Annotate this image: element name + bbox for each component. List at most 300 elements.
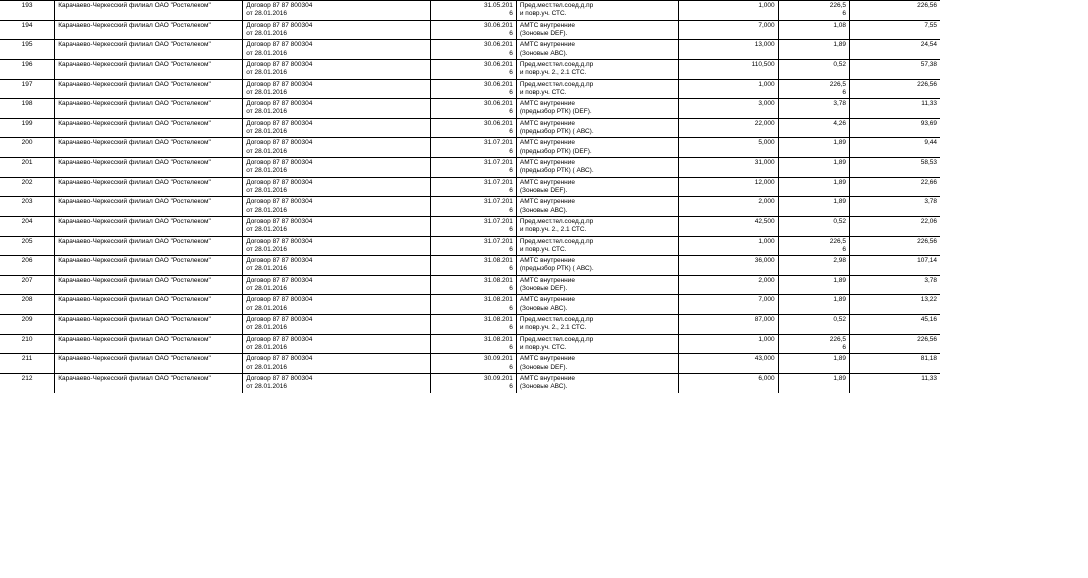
period-date — [431, 158, 517, 178]
contract-number-text: Договор 87 87 800304 — [246, 159, 313, 166]
unit-price-text: 1,89 — [833, 159, 847, 166]
amount-value — [850, 158, 940, 178]
unit-price-text: 226,5 — [829, 335, 847, 343]
period-date — [431, 59, 517, 79]
counterparty-name-text: Карачаево-Черкесский филиал ОАО "Ростелеком" — [58, 80, 211, 88]
quantity-value — [678, 1, 778, 21]
service-description — [516, 158, 678, 178]
amount-value — [850, 118, 940, 138]
unit-price-text: 0,52 — [833, 60, 847, 68]
service-description — [516, 236, 678, 256]
service-description — [516, 79, 678, 99]
counterparty-name — [55, 373, 243, 392]
quantity-text: 36,000 — [754, 257, 775, 265]
amount-value — [850, 256, 940, 276]
quantity-text: 1,000 — [758, 80, 775, 88]
unit-price-value — [778, 197, 849, 217]
counterparty-name — [55, 79, 243, 99]
table-row — [0, 138, 940, 158]
contract-reference — [243, 295, 431, 315]
table-row — [0, 275, 940, 295]
contract-number-text: Договор 87 87 800304 — [246, 237, 313, 245]
period-date-text-cont: 6 — [509, 245, 513, 253]
service-description-text: АМТС внутренние — [519, 100, 576, 108]
amount-value — [850, 216, 940, 236]
contract-date-text: от 28.01.2016 — [246, 383, 288, 391]
contract-number-text: Договор 87 87 800304 — [246, 41, 313, 49]
period-date-text: 31.07.201 — [483, 139, 513, 147]
contract-number-text: Договор 87 87 800304 — [246, 60, 313, 68]
amount-text: 45,16 — [920, 316, 937, 323]
contract-reference — [243, 216, 431, 236]
period-date — [431, 256, 517, 276]
unit-price-text: 1,89 — [833, 374, 847, 382]
period-date-text-cont: 6 — [509, 88, 513, 96]
period-date-text: 30.06.201 — [483, 21, 513, 29]
counterparty-name — [55, 138, 243, 158]
table-row — [0, 40, 940, 60]
contract-number-text: Договор 87 87 800304 — [246, 296, 313, 304]
service-description-text: АМТС внутренние — [519, 257, 576, 265]
row-number — [0, 40, 55, 60]
period-date-text: 31.07.201 — [483, 159, 513, 166]
unit-price-text: 1,89 — [833, 355, 847, 363]
counterparty-name — [55, 295, 243, 315]
period-date — [431, 295, 517, 315]
row-number — [0, 1, 55, 21]
amount-value — [850, 295, 940, 315]
unit-price-text: 1,89 — [833, 41, 847, 49]
contract-date-text: от 28.01.2016 — [246, 88, 288, 96]
unit-price-value — [778, 256, 849, 276]
period-date-text: 31.08.201 — [483, 257, 513, 265]
unit-price-text: 1,89 — [833, 178, 847, 186]
unit-price-text: 1,89 — [833, 198, 847, 206]
unit-price-value — [778, 20, 849, 40]
counterparty-name — [55, 256, 243, 276]
quantity-value — [678, 295, 778, 315]
service-description-text-cont: (Зоновые DEF). — [519, 29, 568, 37]
row-number — [0, 334, 55, 354]
counterparty-name-text: Карачаево-Черкесский филиал ОАО "Ростелеком" — [58, 139, 211, 147]
service-description-text-cont: и повр.уч. СТС. — [519, 343, 567, 351]
contract-number-text: Договор 87 87 800304 — [246, 316, 313, 323]
counterparty-name — [55, 197, 243, 217]
contract-number-text: Договор 87 87 800304 — [246, 2, 313, 9]
period-date-text-cont: 6 — [509, 69, 513, 77]
quantity-text: 1,000 — [758, 237, 775, 245]
unit-price-text: 1,08 — [833, 21, 847, 29]
contract-reference — [243, 118, 431, 138]
unit-price-value — [778, 354, 849, 374]
counterparty-name-text: Карачаево-Черкесский филиал ОАО "Ростелеком" — [58, 159, 211, 166]
counterparty-name — [55, 59, 243, 79]
amount-text: 93,69 — [920, 119, 937, 127]
period-date — [431, 315, 517, 335]
unit-price-text: 226,5 — [829, 2, 847, 9]
unit-price-value — [778, 236, 849, 256]
service-description — [516, 197, 678, 217]
service-description-text-cont: (Зоновые DEF). — [519, 186, 568, 194]
amount-value — [850, 275, 940, 295]
contract-number-text: Договор 87 87 800304 — [246, 198, 313, 206]
period-date — [431, 197, 517, 217]
service-description — [516, 118, 678, 138]
service-description-text: АМТС внутренние — [519, 178, 576, 186]
row-number — [0, 138, 55, 158]
table-row — [0, 256, 940, 276]
quantity-text: 31,000 — [754, 159, 775, 166]
service-description-text-cont: (Зоновые АВС). — [519, 206, 568, 214]
period-date-text-cont: 6 — [509, 186, 513, 194]
contract-date-text: от 28.01.2016 — [246, 167, 288, 175]
row-number-text: 209 — [21, 316, 33, 323]
period-date — [431, 138, 517, 158]
service-description-text: АМТС внутренние — [519, 119, 576, 127]
amount-text: 57,38 — [920, 60, 937, 68]
period-date-text: 31.07.201 — [483, 178, 513, 186]
amount-value — [850, 315, 940, 335]
row-number-text: 197 — [21, 80, 33, 88]
quantity-value — [678, 315, 778, 335]
counterparty-name-text: Карачаево-Черкесский филиал ОАО "Ростелеком" — [58, 41, 211, 49]
contract-reference — [243, 138, 431, 158]
counterparty-name-text: Карачаево-Черкесский филиал ОАО "Ростелеком" — [58, 237, 211, 245]
contract-number-text: Договор 87 87 800304 — [246, 276, 313, 284]
period-date — [431, 118, 517, 138]
contract-reference — [243, 236, 431, 256]
unit-price-value — [778, 99, 849, 119]
counterparty-name — [55, 1, 243, 21]
counterparty-name-text: Карачаево-Черкесский филиал ОАО "Ростелеком" — [58, 100, 211, 108]
table-row — [0, 79, 940, 99]
row-number — [0, 275, 55, 295]
period-date — [431, 79, 517, 99]
service-description-text: АМТС внутренние — [519, 41, 576, 49]
table-row — [0, 216, 940, 236]
counterparty-name — [55, 216, 243, 236]
quantity-value — [678, 197, 778, 217]
contract-date-text: от 28.01.2016 — [246, 186, 288, 194]
contract-reference — [243, 20, 431, 40]
amount-text: 107,14 — [917, 257, 937, 265]
contract-date-text: от 28.01.2016 — [246, 206, 288, 214]
unit-price-value — [778, 275, 849, 295]
amount-text: 7,55 — [924, 21, 937, 29]
service-description-text-cont: (Зоновые АВС). — [519, 304, 568, 312]
period-date — [431, 236, 517, 256]
service-description — [516, 334, 678, 354]
quantity-value — [678, 354, 778, 374]
counterparty-name — [55, 177, 243, 197]
unit-price-text-cont: 6 — [842, 245, 847, 253]
unit-price-text: 1,89 — [833, 276, 847, 284]
contract-reference — [243, 256, 431, 276]
amount-value — [850, 354, 940, 374]
contract-date-text: от 28.01.2016 — [246, 10, 288, 18]
unit-price-value — [778, 138, 849, 158]
table-row — [0, 99, 940, 119]
counterparty-name-text: Карачаево-Черкесский филиал ОАО "Ростелеком" — [58, 21, 211, 29]
table-row — [0, 197, 940, 217]
quantity-text: 42,500 — [754, 217, 775, 225]
amount-text: 226,56 — [917, 335, 937, 343]
quantity-text: 13,000 — [754, 41, 775, 49]
unit-price-text: 1,89 — [833, 296, 847, 304]
period-date-text-cont: 6 — [509, 343, 513, 351]
service-description-text: АМТС внутренние — [519, 355, 576, 363]
contract-reference — [243, 334, 431, 354]
period-date-text: 30.06.201 — [483, 100, 513, 108]
contract-date-text: от 28.01.2016 — [246, 265, 288, 273]
period-date-text-cont: 6 — [509, 383, 513, 391]
table-row — [0, 59, 940, 79]
period-date — [431, 20, 517, 40]
quantity-value — [678, 79, 778, 99]
service-description-text-cont: и повр.уч. 2., 2.1 СТС. — [519, 226, 587, 234]
period-date-text: 30.06.201 — [483, 119, 513, 127]
row-number-text: 194 — [21, 21, 33, 29]
counterparty-name — [55, 99, 243, 119]
contract-reference — [243, 197, 431, 217]
counterparty-name-text: Карачаево-Черкесский филиал ОАО "Ростелеком" — [58, 276, 211, 284]
service-description-text: АМТС внутренние — [519, 374, 576, 382]
row-number-text: 205 — [21, 237, 33, 245]
service-description-text: Пред.мест.тел.соед.д.пр — [519, 217, 594, 225]
period-date-text-cont: 6 — [509, 108, 513, 116]
quantity-value — [678, 99, 778, 119]
quantity-text: 6,000 — [758, 374, 775, 382]
counterparty-name-text: Карачаево-Черкесский филиал ОАО "Ростелеком" — [58, 374, 211, 382]
contract-number-text: Договор 87 87 800304 — [246, 335, 313, 343]
amount-text: 226,56 — [917, 2, 937, 9]
period-date-text-cont: 6 — [509, 304, 513, 312]
contract-date-text: от 28.01.2016 — [246, 363, 288, 371]
quantity-text: 1,000 — [758, 2, 775, 9]
period-date-text: 31.07.201 — [483, 237, 513, 245]
service-description-text-cont: (предызбор РТК) ( АВС). — [519, 128, 594, 136]
counterparty-name-text: Карачаево-Черкесский филиал ОАО "Ростелеком" — [58, 257, 211, 265]
row-number-text: 195 — [21, 41, 33, 49]
quantity-text: 43,000 — [754, 355, 775, 363]
unit-price-value — [778, 158, 849, 178]
quantity-text: 5,000 — [758, 139, 775, 147]
period-date-text: 31.07.201 — [483, 198, 513, 206]
service-description-text: Пред.мест.тел.соед.д.пр — [519, 237, 594, 245]
unit-price-value — [778, 177, 849, 197]
contract-reference — [243, 79, 431, 99]
amount-value — [850, 177, 940, 197]
row-number-text: 203 — [21, 198, 33, 206]
amount-text: 9,44 — [924, 139, 937, 147]
contract-number-text: Договор 87 87 800304 — [246, 139, 313, 147]
quantity-text: 1,000 — [758, 335, 775, 343]
service-description — [516, 216, 678, 236]
contract-date-text: от 28.01.2016 — [246, 147, 288, 155]
service-description-text: Пред.мест.тел.соед.д.пр — [519, 335, 594, 343]
table-row — [0, 354, 940, 374]
period-date-text-cont: 6 — [509, 206, 513, 214]
period-date-text-cont: 6 — [509, 29, 513, 37]
period-date-text: 30.06.201 — [483, 80, 513, 88]
service-description-text: Пред.мест.тел.соед.д.пр — [519, 316, 594, 323]
quantity-value — [678, 373, 778, 392]
period-date — [431, 354, 517, 374]
row-number-text: 201 — [21, 159, 33, 166]
service-description-text: Пред.мест.тел.соед.д.пр — [519, 60, 594, 68]
row-number — [0, 79, 55, 99]
contract-number-text: Договор 87 87 800304 — [246, 100, 313, 108]
amount-value — [850, 236, 940, 256]
service-description-text: Пред.мест.тел.соед.д.пр — [519, 2, 594, 9]
table-row — [0, 236, 940, 256]
row-number — [0, 315, 55, 335]
period-date-text: 31.07.201 — [483, 217, 513, 225]
period-date-text-cont: 6 — [509, 285, 513, 293]
unit-price-text: 2,98 — [833, 257, 847, 265]
period-date — [431, 216, 517, 236]
row-number — [0, 354, 55, 374]
contract-reference — [243, 40, 431, 60]
contract-number-text: Договор 87 87 800304 — [246, 21, 313, 29]
unit-price-value — [778, 59, 849, 79]
contract-reference — [243, 158, 431, 178]
counterparty-name — [55, 334, 243, 354]
amount-text: 226,56 — [917, 237, 937, 245]
period-date-text-cont: 6 — [509, 265, 513, 273]
contract-date-text: от 28.01.2016 — [246, 128, 288, 136]
contract-date-text: от 28.01.2016 — [246, 69, 288, 77]
period-date-text-cont: 6 — [509, 128, 513, 136]
row-number — [0, 158, 55, 178]
service-description-text: Пред.мест.тел.соед.д.пр — [519, 80, 594, 88]
counterparty-name-text: Карачаево-Черкесский филиал ОАО "Ростелеком" — [58, 60, 211, 68]
amount-value — [850, 1, 940, 21]
contract-date-text: от 28.01.2016 — [246, 29, 288, 37]
service-description-text: АМТС внутренние — [519, 198, 576, 206]
table-row — [0, 295, 940, 315]
period-date — [431, 40, 517, 60]
service-description-text-cont: и повр.уч. 2., 2.1 СТС. — [519, 69, 587, 77]
unit-price-text-cont: 6 — [842, 343, 847, 351]
service-description-text: АМТС внутренние — [519, 296, 576, 304]
period-date — [431, 275, 517, 295]
counterparty-name-text: Карачаево-Черкесский филиал ОАО "Ростелеком" — [58, 217, 211, 225]
amount-value — [850, 79, 940, 99]
period-date-text-cont: 6 — [509, 363, 513, 371]
contract-date-text: от 28.01.2016 — [246, 285, 288, 293]
amount-text: 3,78 — [924, 276, 937, 284]
period-date-text-cont: 6 — [509, 49, 513, 57]
contract-reference — [243, 373, 431, 392]
counterparty-name-text: Карачаево-Черкесский филиал ОАО "Ростелеком" — [58, 178, 211, 186]
period-date-text-cont: 6 — [509, 147, 513, 155]
row-number — [0, 236, 55, 256]
period-date-text: 31.05.201 — [483, 2, 513, 9]
unit-price-value — [778, 315, 849, 335]
period-date-text: 31.08.201 — [483, 335, 513, 343]
period-date-text: 30.09.201 — [483, 374, 513, 382]
contract-number-text: Договор 87 87 800304 — [246, 119, 313, 127]
row-number-text: 196 — [21, 60, 33, 68]
contract-number-text: Договор 87 87 800304 — [246, 374, 313, 382]
period-date-text: 31.08.201 — [483, 276, 513, 284]
quantity-text: 2,000 — [758, 198, 775, 206]
row-number-text: 193 — [21, 2, 33, 9]
contract-date-text: от 28.01.2016 — [246, 108, 288, 116]
contract-date-text: от 28.01.2016 — [246, 343, 288, 351]
quantity-value — [678, 138, 778, 158]
row-number-text: 206 — [21, 257, 33, 265]
contract-number-text: Договор 87 87 800304 — [246, 80, 313, 88]
service-description — [516, 59, 678, 79]
counterparty-name-text: Карачаево-Черкесский филиал ОАО "Ростелеком" — [58, 119, 211, 127]
quantity-value — [678, 118, 778, 138]
row-number-text: 212 — [21, 374, 33, 382]
service-description-text-cont: (предызбор РТК) (DEF). — [519, 147, 592, 155]
amount-value — [850, 334, 940, 354]
row-number — [0, 216, 55, 236]
service-description-text: АМТС внутренние — [519, 276, 576, 284]
contract-reference — [243, 59, 431, 79]
row-number — [0, 20, 55, 40]
quantity-value — [678, 20, 778, 40]
contract-date-text: от 28.01.2016 — [246, 304, 288, 312]
quantity-value — [678, 216, 778, 236]
contract-reference — [243, 275, 431, 295]
period-date — [431, 177, 517, 197]
row-number-text: 210 — [21, 335, 33, 343]
contract-date-text: от 28.01.2016 — [246, 226, 288, 234]
service-description-text-cont: (предызбор РТК) ( АВС). — [519, 265, 594, 273]
contract-date-text: от 28.01.2016 — [246, 324, 288, 332]
counterparty-name — [55, 20, 243, 40]
quantity-value — [678, 236, 778, 256]
unit-price-value — [778, 40, 849, 60]
amount-value — [850, 40, 940, 60]
service-description — [516, 138, 678, 158]
period-date-text: 31.08.201 — [483, 316, 513, 323]
row-number — [0, 59, 55, 79]
table-row — [0, 334, 940, 354]
unit-price-value — [778, 334, 849, 354]
service-description-text: АМТС внутренние — [519, 139, 576, 147]
contract-reference — [243, 315, 431, 335]
service-description — [516, 1, 678, 21]
contract-reference — [243, 1, 431, 21]
counterparty-name — [55, 118, 243, 138]
quantity-value — [678, 158, 778, 178]
unit-price-text: 4,26 — [833, 119, 847, 127]
service-description-text-cont: и повр.уч. СТС. — [519, 10, 567, 18]
quantity-text: 87,000 — [754, 316, 775, 323]
quantity-value — [678, 177, 778, 197]
period-date — [431, 1, 517, 21]
quantity-text: 22,000 — [754, 119, 775, 127]
quantity-text: 3,000 — [758, 100, 775, 108]
unit-price-value — [778, 79, 849, 99]
service-description — [516, 177, 678, 197]
service-description-text-cont: (Зоновые АВС). — [519, 383, 568, 391]
row-number-text: 207 — [21, 276, 33, 284]
period-date — [431, 373, 517, 392]
quantity-value — [678, 334, 778, 354]
period-date-text-cont: 6 — [509, 324, 513, 332]
counterparty-name-text: Карачаево-Черкесский филиал ОАО "Ростелеком" — [58, 296, 211, 304]
row-number — [0, 118, 55, 138]
row-number — [0, 99, 55, 119]
row-number-text: 199 — [21, 119, 33, 127]
